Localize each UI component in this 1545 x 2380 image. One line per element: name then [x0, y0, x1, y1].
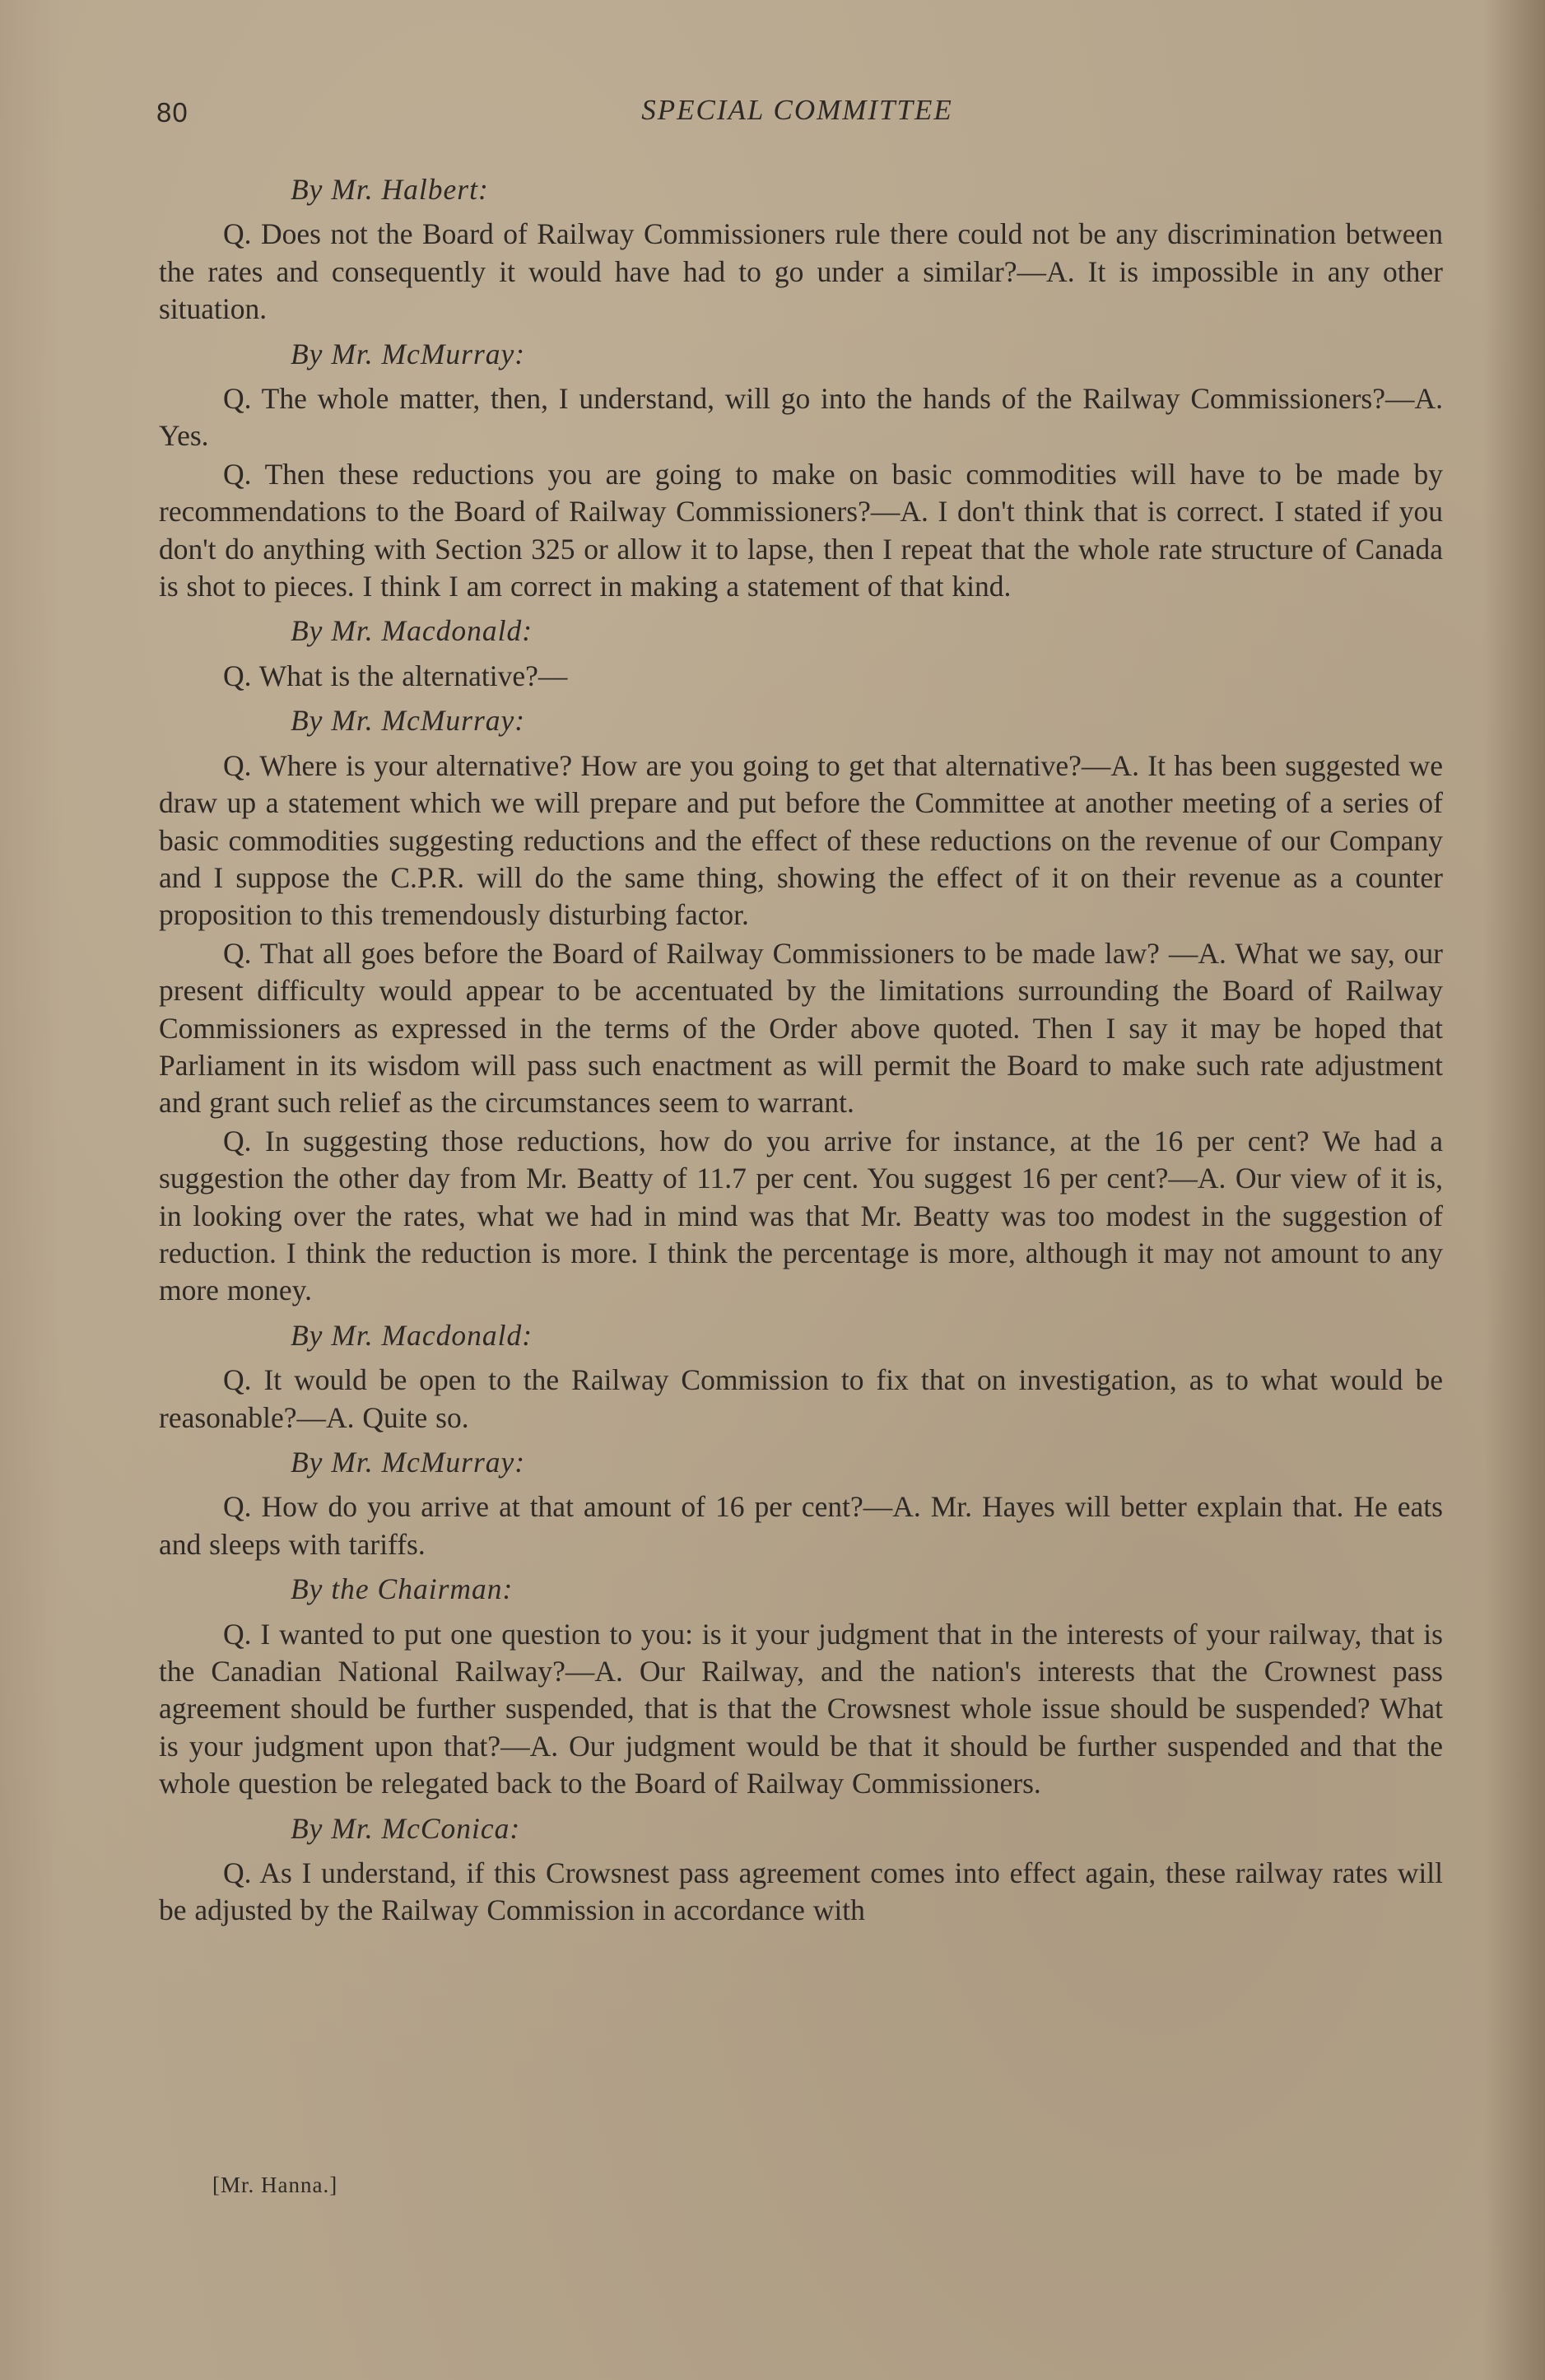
question-answer-paragraph: Q. I wanted to put one question to you: is it your judgment that in the interests of your railway, that is the Canadian National Railway?—A. Our Railway, and the nation's interests that the Crownest pass agreement should be further suspended, that is that the Crowsnest whole issue should be suspended? What is your judgment upon that?—A. Our judgment would be that it should be further suspended and that the whole question be relegated back to the Board of Railway Commissioners. [159, 1617, 1443, 1800]
speaker-heading: By Mr. Macdonald: [291, 614, 533, 648]
speaker-heading: By Mr. McMurray: [291, 337, 526, 370]
speaker-heading: By Mr. McConica: [291, 1811, 521, 1845]
running-head: SPECIAL COMMITTEE [641, 94, 953, 126]
question-answer-paragraph: Q. Where is your alternative? How are you going to get that alternative?—A. It has been suggested we draw up a statement which we will prepare and put before the Committee at another meeting of a series of basic commodities suggesting reductions and the effect of these reductions on the revenue of our Company and I suppose the C.P.R. will do the same thing, showing the effect of it on their revenue as a counter proposition to this tremendously disturbing factor. [159, 748, 1443, 932]
question-answer-paragraph: Q. That all goes before the Board of Railway Commissioners to be made law? —A. What we say, our present difficulty would appear to be accentuated by the limitations surrounding the Board of Railway Commissioners as expressed in the terms of the Order above quoted. Then I say it may be hoped that Parliament in its wisdom will pass such enactment as will permit the Board to make such rate adjustment and grant such relief as the circumstances seem to warrant. [159, 936, 1443, 1120]
question-answer-paragraph: Q. What is the alternative?— [223, 659, 568, 692]
speaker-heading: By Mr. Halbert: [291, 173, 489, 206]
speaker-heading: By Mr. McMurray: [291, 1446, 526, 1479]
page-number: 80 [156, 97, 188, 128]
question-answer-paragraph: Q. How do you arrive at that amount of 16 per cent?—A. Mr. Hayes will better explain that. He eats and sleeps with tariffs. [159, 1490, 1443, 1561]
speaker-heading: By the Chairman: [291, 1572, 514, 1606]
question-answer-paragraph: Q. Then these reductions you are going to make on basic commodities will have to be made by recommendations to the Board of Railway Commissioners?—A. I don't think that is correct. I stated if you don't do anything with Section 325 or allow it to lapse, then I repeat that the whole rate structure of Canada is shot to pieces. I think I am correct in making a statement of that kind. [159, 457, 1443, 603]
transcript-body [159, 171, 1443, 1937]
question-answer-paragraph: Q. In suggesting those reductions, how do you arrive for instance, at the 16 per cent? We had a suggestion the other day from Mr. Beatty of 11.7 per cent. You suggest 16 per cent?—A. Our view of it is, in looking over the rates, what we had in mind was that Mr. Beatty was too modest in the suggestion of reduction. I think the reduction is more. I think the percentage is more, although it may not amount to any more money. [159, 1124, 1443, 1307]
speaker-heading: By Mr. Macdonald: [291, 1318, 533, 1352]
speaker-heading: By Mr. McMurray: [291, 704, 526, 738]
question-answer-paragraph: Q. It would be open to the Railway Commission to fix that on investigation, as to what would be reasonable?—A. Quite so. [159, 1363, 1443, 1434]
witness-footer: [Mr. Hanna.] [212, 2173, 338, 2197]
question-answer-paragraph: Q. The whole matter, then, I understand, will go into the hands of the Railway Commissioners?—A. Yes. [159, 382, 1443, 453]
question-answer-paragraph: Q. Does not the Board of Railway Commissioners rule there could not be any discrimination between the rates and consequently it would have had to go under a similar?—A. It is impossible in any other situation. [159, 217, 1443, 326]
question-answer-paragraph: Q. As I understand, if this Crowsnest pass agreement comes into effect again, these railway rates will be adjusted by the Railway Commission in accordance with [159, 1856, 1443, 1927]
